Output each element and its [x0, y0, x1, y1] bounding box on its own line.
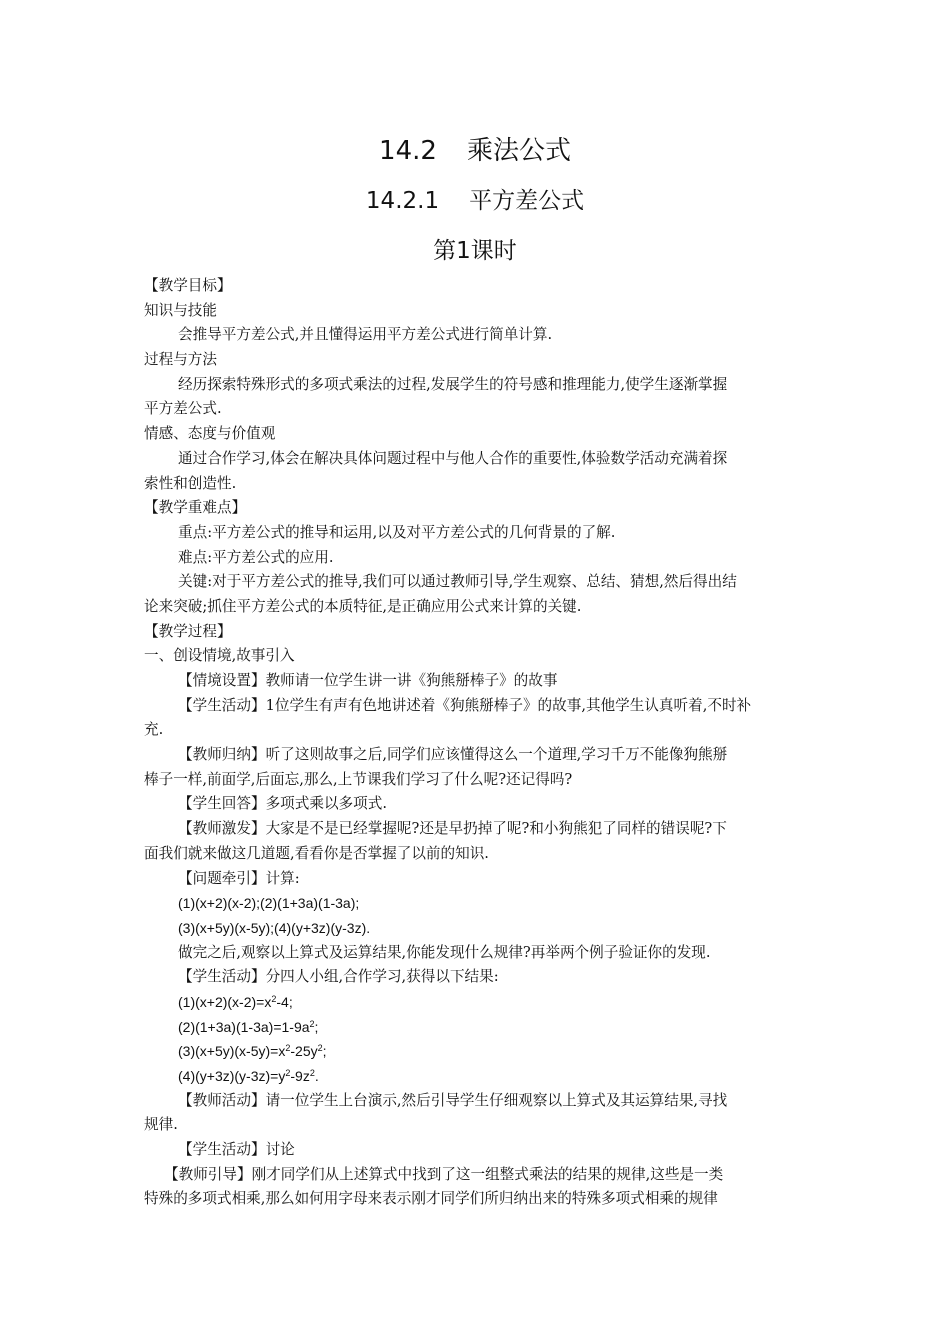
document-body: [144, 274, 808, 1212]
paragraph-line: 通过合作学习,体会在解决具体问题过程中与他人合作的重要性,体验数学活动充满着探: [178, 449, 728, 467]
math-result: $(2)(1+3a)(1-3a)=1-9a^2$;: [178, 1018, 319, 1035]
section-title: [0, 182, 950, 215]
paragraph-line: 【教师引导】刚才同学们从上述算式中找到了这一组整式乘法的结果的规律,这些是一类: [164, 1165, 724, 1183]
paragraph-line: 会推导平方差公式,并且懂得运用平方差公式进行简单计算.: [178, 326, 553, 344]
paragraph-line: 规律.: [144, 1116, 178, 1134]
paragraph-line: 棒子一样,前面学,后面忘,那么,上节课我们学习了什么呢?还记得吗?: [144, 770, 573, 788]
paragraph-line: 【教师活动】请一位学生上台演示,然后引导学生仔细观察以上算式及其运算结果,寻找: [178, 1091, 728, 1109]
paragraph-line: 充.: [144, 721, 164, 739]
paragraph-line: 【学生活动】分四人小组,合作学习,获得以下结果:: [178, 968, 499, 986]
paragraph-line: 索性和创造性.: [144, 474, 237, 492]
paragraph-line: 【情境设置】教师请一位学生讲一讲《狗熊掰棒子》的故事: [178, 672, 558, 689]
math-expression: (3)(x+5y)(x-5y);(4)(y+3z)(y-3z).: [178, 919, 371, 936]
lesson-title: 第1课时: [433, 238, 517, 264]
heading-key-points: 【教学重难点】: [144, 499, 247, 517]
subheading-knowledge: 知识与技能: [144, 301, 217, 319]
paragraph-line: 特殊的多项式相乘,那么如何用字母来表示刚才同学们所归纳出来的特殊多项式相乘的规律: [144, 1190, 718, 1208]
paragraph-line: 【学生活动】1位学生有声有色地讲述着《狗熊掰棒子》的故事,其他学生认真听着,不时补: [178, 696, 752, 714]
heading-teaching-goals: 【教学目标】: [144, 277, 232, 294]
math-result: $(3)(x+5y)(x-5y)=x^2-25y^2$;: [178, 1043, 327, 1060]
paragraph-line: 【学生回答】多项式乘以多项式.: [178, 795, 387, 813]
paragraph-line: 难点:平方差公式的应用.: [178, 548, 334, 566]
paragraph-line: 论来突破;抓住平方差公式的本质特征,是正确应用公式来计算的关键.: [144, 597, 582, 615]
math-result: $(1)(x+2)(x-2)=x^2-4$;: [178, 993, 293, 1010]
subheading-process: 过程与方法: [144, 351, 217, 369]
paragraph-line: 关键:对于平方差公式的推导,我们可以通过教师引导,学生观察、总结、猜想,然后得出结: [178, 573, 737, 591]
paragraph-line: 平方差公式.: [144, 400, 222, 418]
paragraph-line: 【学生活动】讨论: [178, 1141, 295, 1159]
paragraph-line: 经历探索特殊形式的多项式乘法的过程,发展学生的符号感和推理能力,使学生逐渐掌握: [178, 375, 728, 393]
section-heading: 一、创设情境,故事引入: [144, 647, 295, 665]
math-expression: (1)(x+2)(x-2);(2)(1+3a)(1-3a);: [178, 895, 360, 912]
paragraph-line: 【教师归纳】听了这则故事之后,同学们应该懂得这么一个道理,学习千万不能像狗熊掰: [178, 746, 728, 764]
main-title-number: 14.2: [379, 136, 437, 166]
paragraph-line: 做完之后,观察以上算式及运算结果,你能发现什么规律?再举两个例子验证你的发现.: [178, 943, 711, 961]
subheading-attitude: 情感、态度与价值观: [144, 425, 276, 443]
paragraph-line: 【问题牵引】计算:: [178, 869, 300, 887]
main-title: [0, 130, 950, 167]
section-title-number: 14.2.1: [365, 188, 440, 214]
section-title-text: 平方差公式: [469, 188, 585, 214]
paragraph-line: 面我们就来做这几道题,看看你是否掌握了以前的知识.: [144, 844, 489, 862]
math-result: $(4)(y+3z)(y-3z)=y^2-9z^2$.: [178, 1068, 319, 1084]
paragraph-line: 重点:平方差公式的推导和运用,以及对平方差公式的几何背景的了解.: [178, 523, 616, 541]
paragraph-line: 【教师激发】大家是不是已经掌握呢?还是早扔掉了呢?和小狗熊犯了同样的错误呢?下: [178, 820, 727, 838]
heading-teaching-process: 【教学过程】: [144, 622, 232, 640]
main-title-text: 乘法公式: [466, 136, 571, 166]
